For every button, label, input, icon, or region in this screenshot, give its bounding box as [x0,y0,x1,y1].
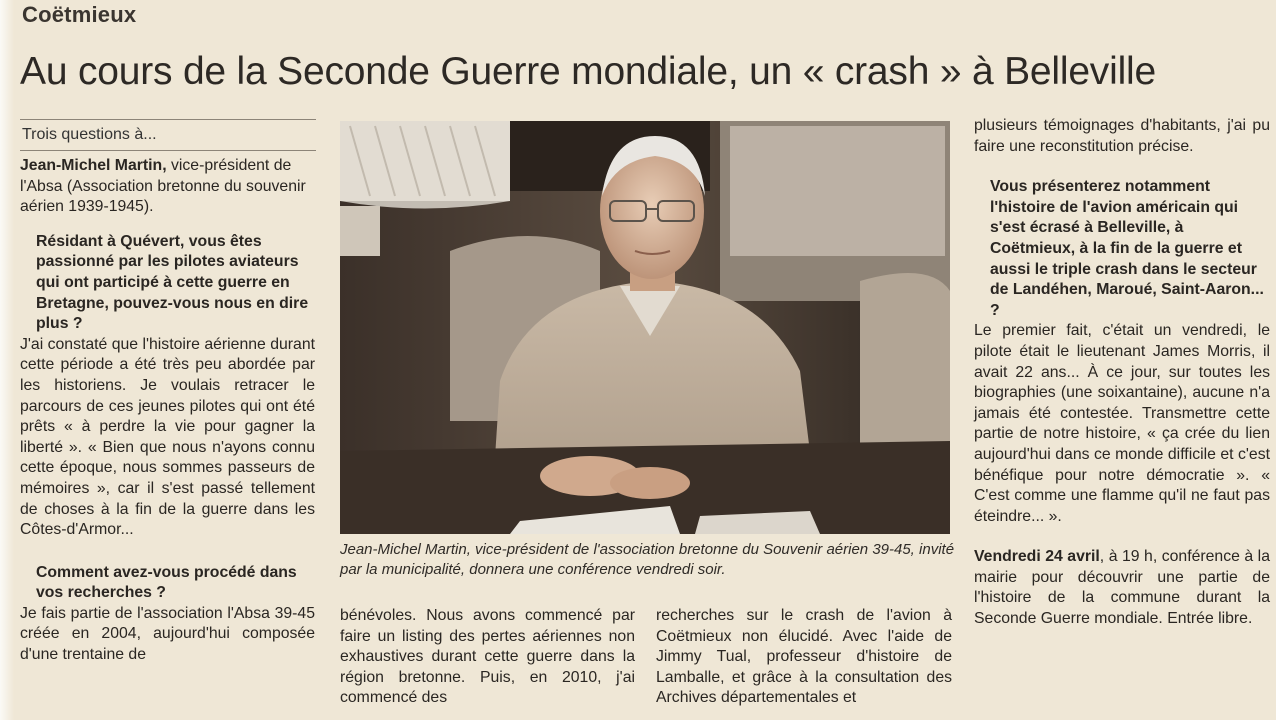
column-rule-mid [20,150,316,151]
photo-caption: Jean-Michel Martin, vice-président de l'association bretonne du Souvenir aérien 39-45, invité par la municipalité, donnera une conférence vendredi soir. [340,541,955,578]
question-3: Vous présenterez notamment l'histoire de l'avion américain qui s'est écrasé à Belleville, à Coëtmieux, à la fin de la guerre et aussi le triple crash dans le secteur de Landéhen, Maroué, Saint-Aaron... ? [990,178,1264,319]
article-photo [340,121,950,534]
column-1 [20,156,315,666]
answer-1: J'ai constaté que l'histoire aérienne durant cette période a été très peu abordée par les historiens. Je voulais retracer le parcours de ces jeunes pilotes qui ont été prêts « à perdre la vie pour gagner la liberté ». « Bien que nous n'ayons connu cette époque, nous sommes passeurs de mémoires », car il s'est passé tellement de choses à la fin de la guerre dans les Côtes-d'Armor... [20,335,315,539]
question-1: Résidant à Quévert, vous êtes passionné par les pilotes aviateurs qui ont participé à cette guerre en Bretagne, pouvez-vous nous en dire plus ? [36,232,309,333]
answer-3: Le premier fait, c'était un vendredi, le pilote était le lieutenant James Morris, il avait 22 ans... À ce jour, sur toutes les biographies (une soixantaine), aucune n'a jamais été contestée. Transmettre cette partie de notre histoire, « ça crée du lien aujourd'hui dans ce monde difficile et c'est bénéfique pour notre démocratie ». « C'est comme une flamme qu'il ne faut pas éteindre... ». [974,322,1270,525]
event-notice [974,547,1270,629]
article-headline: Au cours de la Seconde Guerre mondiale, un « crash » à Belleville [20,50,1156,93]
column-rule-top [20,119,316,120]
paper-edge [0,0,14,720]
answer-2-part-3: recherches sur le crash de l'avion à Coëtmieux non élucidé. Avec l'aide de Jimmy Tual, professeur d'histoire de Lamballe, et grâce à la consultation des Archives départementales et [656,607,952,707]
event-date: Vendredi 24 avril [974,548,1100,566]
intro-name: Jean-Michel Martin, [20,157,167,174]
portrait-illustration [340,121,950,534]
section-label: Trois questions à... [22,126,157,143]
article-kicker: Coëtmieux [22,2,137,27]
answer-2-part-4: plusieurs témoignages d'habitants, j'ai pu faire une reconstitution précise. [974,117,1270,155]
answer-2-part-2: bénévoles. Nous avons commencé par faire un listing des pertes aériennes non exhaustives durant cette guerre dans la région bretonne. Puis, en 2010, j'ai commencé des [340,607,635,707]
event-details: , à 19 h, conférence à la mairie pour découvrir une partie de l'histoire de la commune durant la Seconde Guerre mondiale. Entrée libre. [974,548,1270,628]
answer-2-part-1: Je fais partie de l'association l'Absa 39-45 créée en 2004, aujourd'hui composée d'une trentaine de [20,604,315,664]
intro-text: vice-président de l'Absa (Association bretonne du souvenir aérien 1939-1945). [20,157,306,216]
column-4 [974,116,1270,630]
question-2: Comment avez-vous procédé dans vos recherches ? [36,563,297,602]
intro-paragraph [20,156,315,218]
